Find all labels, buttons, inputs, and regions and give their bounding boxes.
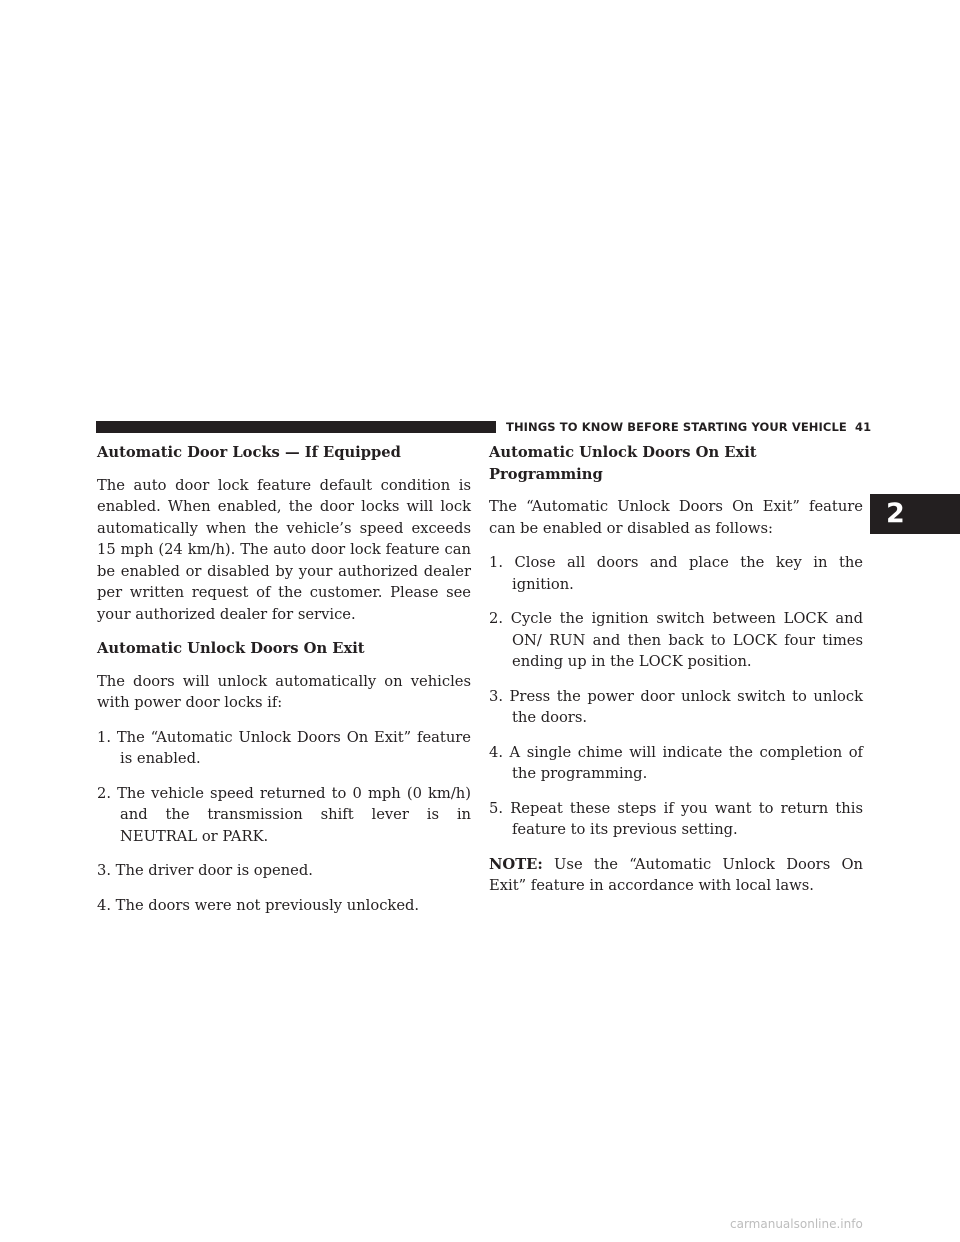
paragraph-auto-lock: The auto door lock feature default condition is enabled. When enabled, the door locks will lock automatically when the vehicle’s speed exceeds 15 mph (24 km/h). The auto door lock feature can be enabled or disabled by your authorized dealer per written request of the customer. Please see your authorized dealer for service. <box>97 476 471 623</box>
page-number: 41 <box>855 420 872 434</box>
list-item: 4. The doors were not previously unlocked. <box>97 896 420 914</box>
paragraph-unlock-conditions: The doors will unlock automatically on vehicles with power door locks if: <box>97 672 471 711</box>
list-item: 2. The vehicle speed returned to 0 mph (0 km/h) and the transmission shift lever is in NEUTRAL or PARK. <box>97 784 471 845</box>
note-label: NOTE: <box>489 855 543 873</box>
list-item: 3. The driver door is opened. <box>97 862 313 879</box>
note-text: Use the “Automatic Unlock Doors On Exit” feature in accordance with local laws. <box>489 855 863 894</box>
paragraph-programming-intro: The “Automatic Unlock Doors On Exit” feature can be enabled or disabled as follows: <box>489 498 863 537</box>
watermark: carmanualsonline.info <box>730 1217 863 1231</box>
heading-automatic-door-locks: Automatic Door Locks — If Equipped <box>97 444 401 461</box>
chapter-tab: 2 <box>870 494 960 534</box>
heading-programming: Automatic Unlock Doors On Exit Programming <box>489 444 757 483</box>
note-paragraph <box>489 854 863 897</box>
running-title: THINGS TO KNOW BEFORE STARTING YOUR VEHICLE <box>506 420 847 434</box>
list-item: 1. The “Automatic Unlock Doors On Exit” feature is enabled. <box>97 728 471 767</box>
list-item: 1. Close all doors and place the key in the ignition. <box>489 554 863 593</box>
header-rule <box>96 421 496 433</box>
list-item: 5. Repeat these steps if you want to return this feature to its previous setting. <box>489 799 863 838</box>
running-header <box>506 420 872 434</box>
list-item: 3. Press the power door unlock switch to unlock the doors. <box>489 687 863 726</box>
right-column <box>489 442 863 910</box>
heading-unlock-on-exit: Automatic Unlock Doors On Exit <box>97 640 365 657</box>
list-item: 4. A single chime will indicate the completion of the programming. <box>489 743 863 782</box>
left-column <box>97 442 471 929</box>
list-item: 2. Cycle the ignition switch between LOCK and ON/ RUN and then back to LOCK four times ending up in the LOCK position. <box>489 610 863 670</box>
